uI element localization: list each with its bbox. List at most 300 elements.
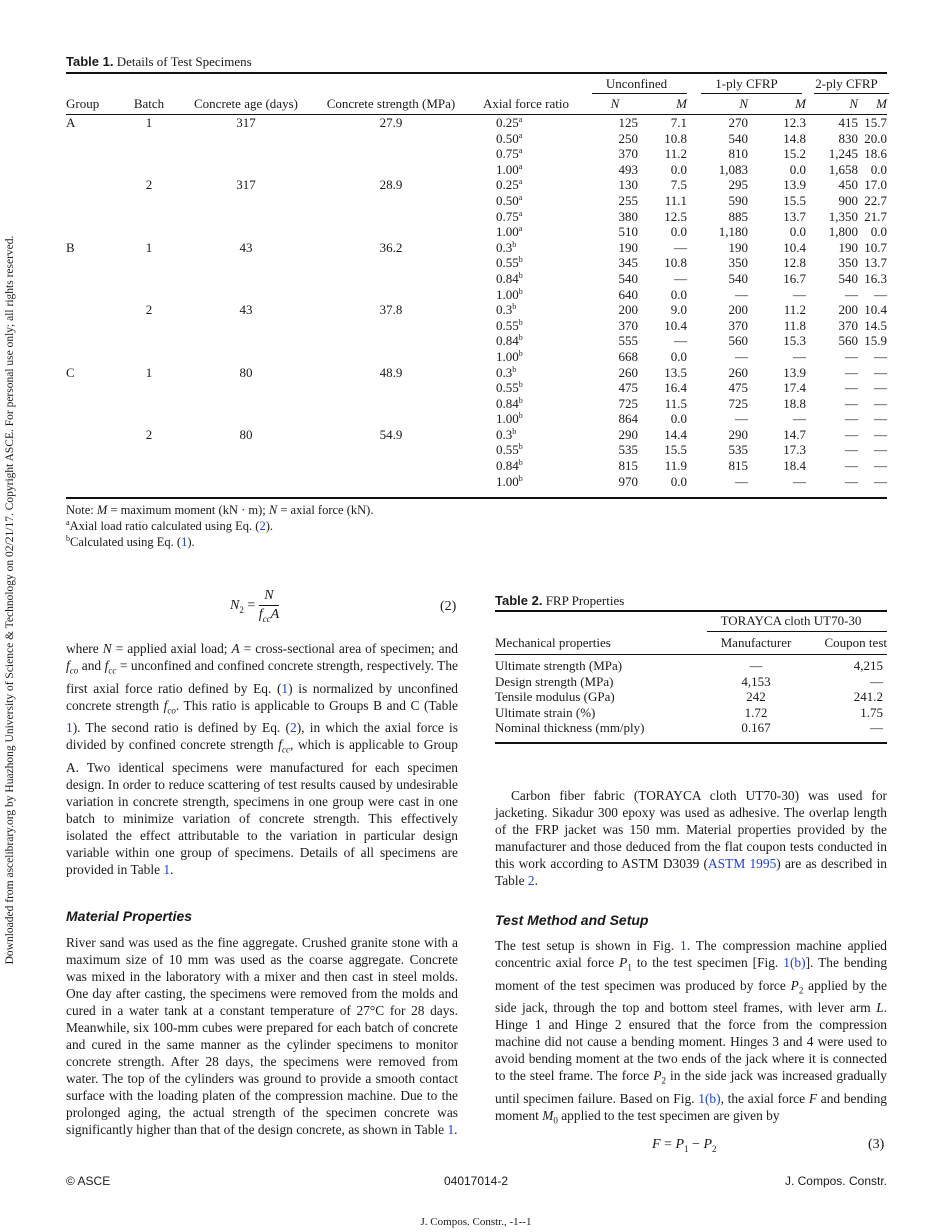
cell-coupon: 1.75 <box>860 704 883 720</box>
cell-age <box>176 224 316 240</box>
cell-unconfined-n: 540 <box>618 270 638 286</box>
cell-2ply-n: 450 <box>838 177 858 193</box>
cell-2ply-m: 0.0 <box>870 224 887 240</box>
cell-age: 80 <box>239 426 253 442</box>
cell-batch <box>122 396 176 412</box>
cell-1ply-m: 15.5 <box>783 192 806 208</box>
col-unconfined-n: N <box>610 96 620 111</box>
cell-ratio: 0.75$^a$ <box>496 208 523 224</box>
cell-2ply-m: 15.7 <box>864 115 887 130</box>
equation-3: $F = P_1 - P_2$ <box>652 1137 717 1154</box>
table1-row <box>66 193 887 209</box>
cell-unconfined-m: 0.0 <box>670 348 687 364</box>
table2-column-header-row <box>495 632 887 655</box>
eq1-link[interactable]: 1 <box>181 535 188 549</box>
col-batch: Batch <box>133 96 165 111</box>
cell-age <box>176 271 316 287</box>
cell-unconfined-m: 12.5 <box>664 208 687 224</box>
cell-2ply-m: — <box>874 473 887 489</box>
cell-group <box>66 224 122 240</box>
cell-unconfined-n: 555 <box>618 333 638 349</box>
cell-manufacturer: 242 <box>746 689 766 705</box>
cell-group <box>66 333 122 349</box>
table1-row <box>66 365 887 381</box>
cell-group <box>66 318 122 334</box>
cell-2ply-m: — <box>874 364 887 380</box>
cell-2ply-m: — <box>874 458 887 474</box>
cell-strength: 37.8 <box>379 302 403 318</box>
col-manufacturer: Manufacturer <box>720 635 792 651</box>
cell-2ply-n: 1,245 <box>828 146 858 162</box>
cell-2ply-m: — <box>874 348 887 364</box>
cell-ratio: 0.3$^b$ <box>496 239 517 255</box>
table2-title: FRP Properties <box>545 593 625 608</box>
cell-strength: 28.9 <box>379 177 403 193</box>
cell-age <box>176 255 316 271</box>
cell-2ply-n: — <box>845 411 858 427</box>
cell-unconfined-n: 815 <box>618 458 638 474</box>
cell-1ply-m: 15.2 <box>783 146 806 162</box>
cell-group: B <box>66 239 75 255</box>
col-2ply-m: M <box>876 96 887 111</box>
table1-row <box>66 240 887 256</box>
table1-row <box>66 474 887 490</box>
cell-2ply-n: — <box>845 348 858 364</box>
table1-note: Note: M = maximum moment (kN · m); N = axial force (kN). <box>66 503 374 517</box>
cell-unconfined-n: 200 <box>618 302 638 318</box>
table2-bottom-rule <box>495 742 887 744</box>
cell-1ply-m: 13.9 <box>783 177 806 193</box>
cell-2ply-n: 350 <box>838 255 858 271</box>
cell-strength <box>316 318 466 334</box>
cell-1ply-m: 14.7 <box>783 426 806 442</box>
cell-unconfined-m: 0.0 <box>670 161 687 177</box>
cell-unconfined-m: 0.0 <box>670 286 687 302</box>
cell-group <box>66 474 122 490</box>
cell-unconfined-m: 11.9 <box>664 458 687 474</box>
cell-batch <box>122 474 176 490</box>
cell-2ply-n: 560 <box>838 333 858 349</box>
cell-ratio: 0.55$^b$ <box>496 317 523 333</box>
cell-1ply-n: 810 <box>728 146 748 162</box>
cell-1ply-n: 725 <box>728 395 748 411</box>
cell-strength <box>316 333 466 349</box>
cell-ratio: 0.84$^b$ <box>496 270 523 286</box>
table1-row <box>66 318 887 334</box>
cell-unconfined-m: 11.1 <box>664 192 687 208</box>
cell-unconfined-n: 190 <box>618 239 638 255</box>
cell-group <box>66 162 122 178</box>
col-coupon: Coupon test <box>824 635 887 651</box>
cell-group <box>66 427 122 443</box>
table1-row <box>66 458 887 474</box>
col-strength: Concrete strength (MPa) <box>326 96 456 111</box>
cell-strength <box>316 193 466 209</box>
cell-2ply-m: 18.6 <box>864 146 887 162</box>
cell-unconfined-n: 255 <box>618 192 638 208</box>
header-torayca: TORAYCA cloth UT70-30 <box>695 610 887 632</box>
cell-batch: 2 <box>145 426 153 442</box>
cell-batch <box>122 131 176 147</box>
cell-2ply-n: — <box>845 395 858 411</box>
cell-2ply-m: — <box>874 426 887 442</box>
cell-ratio: 1.00$^b$ <box>496 286 523 302</box>
cell-1ply-n: — <box>735 473 748 489</box>
cell-age: 317 <box>236 177 256 193</box>
cell-1ply-m: 12.8 <box>783 255 806 271</box>
cell-ratio: 0.84$^b$ <box>496 395 523 411</box>
left-paragraph-1: where N = applied axial load; A = cross-sectional area of specimen; and $f_{co}$ and $f_{cc}$ = unconfined and confined concrete strength, respectively. The first axial force ratio defined by Eq. (1) is normalized by unconfined concrete strength $f_{co}$. This ratio is applicable to Groups B and C (Table 1). The second ratio is defined by Eq. (2), in which the axial force is divided by confined concrete strength $f_{cc}$, which is applicable to Group A. Two identical specimens were manufactured for each specimen design. In order to reduce scattering of test results caused by undesirable variation in concrete strength, specimens in one group were cast in one batch to minimize variation of concrete strength. This effectively isolated the effect attributable to the variation in particular design variable within one group of specimens. Details of all specimens are provided in Table 1. <box>66 641 458 878</box>
cell-group <box>66 271 122 287</box>
cell-1ply-m: 11.2 <box>783 302 806 318</box>
cell-strength <box>316 287 466 303</box>
cell-1ply-n: 1,180 <box>718 224 748 240</box>
cell-batch <box>122 287 176 303</box>
cell-age <box>176 458 316 474</box>
cell-manufacturer: — <box>749 658 763 673</box>
cell-age <box>176 318 316 334</box>
cell-age <box>176 442 316 458</box>
cell-age <box>176 287 316 303</box>
col-unconfined-m: M <box>676 96 687 111</box>
reference-link[interactable]: 2 <box>527 873 535 888</box>
cell-1ply-m: 17.4 <box>783 380 806 396</box>
cell-1ply-n: 885 <box>728 208 748 224</box>
cell-ratio: 0.55$^b$ <box>496 442 523 458</box>
table1-footnote-b: $^b$Calculated using Eq. (1). <box>66 534 195 549</box>
table1-body <box>66 115 887 490</box>
table1-row <box>66 115 887 131</box>
cell-ratio: 0.84$^b$ <box>496 333 523 349</box>
cell-unconfined-m: 11.2 <box>664 146 687 162</box>
reference-link[interactable]: 1 <box>66 720 73 736</box>
table1-row <box>66 255 887 271</box>
cell-unconfined-n: 535 <box>618 442 638 458</box>
cell-1ply-n: 815 <box>728 458 748 474</box>
cell-strength: 27.9 <box>379 115 403 130</box>
cell-age <box>176 146 316 162</box>
cell-group: A <box>66 115 76 130</box>
cell-age: 43 <box>239 302 253 318</box>
cell-2ply-m: 17.0 <box>864 177 887 193</box>
test-method-heading: Test Method and Setup <box>495 912 649 928</box>
header-1ply: 1-ply CFRP <box>687 74 806 94</box>
cell-1ply-m: 10.4 <box>783 239 806 255</box>
cell-unconfined-m: 7.1 <box>670 115 687 130</box>
cell-2ply-n: 190 <box>838 239 858 255</box>
cell-2ply-n: 540 <box>838 270 858 286</box>
cell-2ply-n: 1,658 <box>828 161 858 177</box>
cell-2ply-n: 415 <box>838 115 858 130</box>
cell-age <box>176 162 316 178</box>
reference-link[interactable]: 1 <box>447 1122 455 1137</box>
cell-ratio: 0.50$^a$ <box>496 192 523 208</box>
cell-age <box>176 380 316 396</box>
table1-row <box>66 396 887 412</box>
cell-1ply-m: 0.0 <box>789 224 806 240</box>
cell-2ply-n: 200 <box>838 302 858 318</box>
cell-batch: 2 <box>145 177 153 193</box>
header-2ply: 2-ply CFRP <box>806 74 887 94</box>
cell-strength <box>316 458 466 474</box>
table1 <box>66 74 887 489</box>
cell-ratio: 0.3$^b$ <box>496 426 517 442</box>
cell-ratio: 0.84$^b$ <box>496 458 523 474</box>
cell-property: Ultimate strength (MPa) <box>495 658 623 673</box>
cell-1ply-n: 1,083 <box>718 161 748 177</box>
cell-age <box>176 333 316 349</box>
table1-row <box>66 146 887 162</box>
cell-unconfined-m: 14.4 <box>664 426 687 442</box>
reference-link[interactable]: 1 <box>680 938 687 953</box>
cell-unconfined-m: 16.4 <box>664 380 687 396</box>
cell-ratio: 0.50$^a$ <box>496 130 523 146</box>
cell-property: Nominal thickness (mm/ply) <box>495 720 645 736</box>
table1-row <box>66 302 887 318</box>
cell-1ply-m: 0.0 <box>789 161 806 177</box>
cell-ratio: 1.00$^a$ <box>496 161 523 177</box>
cell-unconfined-m: — <box>674 239 687 255</box>
cell-batch <box>122 255 176 271</box>
cell-2ply-m: — <box>874 380 887 396</box>
equation-2: $N_2$ = $\frac{N}{f_{cc}A}$ <box>230 588 280 624</box>
cell-age: 80 <box>239 364 253 380</box>
cell-age <box>176 209 316 225</box>
cell-1ply-m: — <box>793 473 806 489</box>
cell-unconfined-m: 7.5 <box>670 177 687 193</box>
table1-footnote-a: $^a$Axial load ratio calculated using Eq. (2). <box>66 518 273 533</box>
cell-1ply-n: 540 <box>728 270 748 286</box>
table1-row <box>66 427 887 443</box>
test-method-paragraph: The test setup is shown in Fig. 1. The compression machine applied concentric axial force $P_1$ to the test specimen [Fig. 1(b)]. The bending moment of the test specimen was produced by force $P_2$ applied by the side jack, through the top and bottom steel frames, with lever arm L. Hinge 1 and Hinge 2 ensured that the force from the compression machine did not cause a bending moment. Hinges 3 and 4 were used to avoid bending moment at the two ends of the jack where it is connected to the steel frame. The force $P_2$ in the side jack was increased gradually until specimen failure. Based on Fig. 1(b), the axial force F and bending moment $M_0$ applied to the test specimen are given by <box>495 938 888 1126</box>
cell-strength <box>316 380 466 396</box>
equation-3-number: (3) <box>868 1137 885 1152</box>
reference-link[interactable]: 1 <box>163 862 171 878</box>
cell-unconfined-n: 125 <box>618 115 638 130</box>
cell-age <box>176 474 316 490</box>
cell-1ply-n: — <box>735 411 748 427</box>
cell-unconfined-m: 15.5 <box>664 442 687 458</box>
cell-2ply-n: — <box>845 442 858 458</box>
cell-1ply-n: 370 <box>728 317 748 333</box>
cell-strength <box>316 255 466 271</box>
cell-strength <box>316 442 466 458</box>
cell-1ply-m: 18.4 <box>783 458 806 474</box>
cell-group <box>66 177 122 193</box>
cell-2ply-m: — <box>874 286 887 302</box>
cell-group <box>66 349 122 365</box>
table2-row <box>495 705 887 721</box>
cell-2ply-n: — <box>845 286 858 302</box>
cell-ratio: 0.25$^a$ <box>496 177 523 193</box>
cell-manufacturer: 1.72 <box>744 704 768 720</box>
cell-coupon: — <box>870 673 883 689</box>
table1-row <box>66 442 887 458</box>
cell-2ply-n: — <box>845 426 858 442</box>
cell-ratio: 1.00$^b$ <box>496 348 523 364</box>
table1-row <box>66 333 887 349</box>
cell-unconfined-n: 250 <box>618 130 638 146</box>
cell-1ply-m: 18.8 <box>783 395 806 411</box>
cell-strength <box>316 349 466 365</box>
cell-1ply-n: 290 <box>728 426 748 442</box>
cell-property: Tensile modulus (GPa) <box>495 689 615 705</box>
cell-2ply-n: 1,800 <box>828 224 858 240</box>
cell-ratio: 0.75$^a$ <box>496 146 523 162</box>
cell-ratio: 0.25$^a$ <box>496 115 523 130</box>
cell-group <box>66 193 122 209</box>
cell-strength <box>316 396 466 412</box>
cell-unconfined-n: 370 <box>618 317 638 333</box>
cell-property: Design strength (MPa) <box>495 673 614 689</box>
cell-unconfined-m: — <box>674 270 687 286</box>
cell-batch <box>122 162 176 178</box>
cell-unconfined-n: 864 <box>618 411 638 427</box>
cell-1ply-n: 590 <box>728 192 748 208</box>
table1-row <box>66 411 887 427</box>
cell-unconfined-m: 0.0 <box>670 473 687 489</box>
cell-1ply-n: 190 <box>728 239 748 255</box>
cell-group <box>66 380 122 396</box>
cell-strength <box>316 131 466 147</box>
cell-group <box>66 131 122 147</box>
equation-2-number: (2) <box>440 599 457 614</box>
cell-unconfined-m: 10.4 <box>664 317 687 333</box>
table1-caption <box>66 54 252 70</box>
cell-1ply-m: 14.8 <box>783 130 806 146</box>
cell-coupon: 4,215 <box>853 658 883 673</box>
cell-1ply-n: 270 <box>728 115 748 130</box>
cell-group <box>66 255 122 271</box>
cell-batch <box>122 411 176 427</box>
cell-2ply-n: — <box>845 458 858 474</box>
cell-2ply-m: — <box>874 442 887 458</box>
cell-unconfined-n: 475 <box>618 380 638 396</box>
cell-group: C <box>66 364 75 380</box>
cell-1ply-n: — <box>735 348 748 364</box>
material-properties-heading: Material Properties <box>66 908 193 924</box>
cell-2ply-m: 10.4 <box>864 302 887 318</box>
cell-group <box>66 209 122 225</box>
reference-link[interactable]: 1(b) <box>783 955 806 970</box>
cell-unconfined-n: 380 <box>618 208 638 224</box>
cell-batch: 1 <box>145 239 153 255</box>
cell-1ply-n: 295 <box>728 177 748 193</box>
header-unconfined: Unconfined <box>586 74 687 94</box>
cell-2ply-m: 15.9 <box>864 333 887 349</box>
cell-unconfined-n: 345 <box>618 255 638 271</box>
cell-1ply-m: — <box>793 411 806 427</box>
cell-2ply-m: 21.7 <box>864 208 887 224</box>
cell-2ply-n: — <box>845 473 858 489</box>
cell-unconfined-n: 725 <box>618 395 638 411</box>
col-group: Group <box>66 96 100 111</box>
cell-unconfined-m: 0.0 <box>670 411 687 427</box>
col-1ply-n: N <box>739 96 748 111</box>
cell-age <box>176 411 316 427</box>
table1-row <box>66 177 887 193</box>
cell-strength: 36.2 <box>379 239 403 255</box>
material-properties-paragraph: River sand was used as the fine aggregate. Crushed granite stone with a maximum size of 10 mm was used as the coarse aggregate. Concrete was mixed in the laboratory with a mixer and then cast in steel molds. One day after casting, the specimens were removed from the molds and cured in a water tank at a constant temperature of 27°C for 28 days. Meanwhile, six 100-mm cubes were prepared for each batch of concrete and cured in the same manner as the cylinder specimens to monitor concrete strength. After 28 days, the specimens were removed from water. The top of the cylinders was ground to provide a smooth contact surface with the loading platen of the compression machine. Due to the prolonged aging, the actual strength of the specimen concrete was significantly higher than that of the design concrete, as shown in Table 1. <box>66 935 458 1137</box>
cell-group <box>66 396 122 412</box>
cell-age: 317 <box>236 115 256 130</box>
cell-unconfined-m: — <box>674 333 687 349</box>
cell-1ply-n: 260 <box>728 364 748 380</box>
cell-unconfined-m: 10.8 <box>664 130 687 146</box>
cell-1ply-m: 12.3 <box>783 115 806 130</box>
table1-row <box>66 162 887 178</box>
cell-batch: 1 <box>145 115 153 130</box>
eq2-link[interactable]: 2 <box>259 519 266 533</box>
cell-batch: 1 <box>145 364 153 380</box>
cell-batch <box>122 193 176 209</box>
cell-batch <box>122 458 176 474</box>
cell-2ply-n: 900 <box>838 192 858 208</box>
reference-link[interactable]: 2 <box>290 720 297 736</box>
cell-manufacturer: 4,153 <box>741 673 771 689</box>
table1-bottom-rule <box>66 497 887 499</box>
reference-link[interactable]: 1 <box>281 680 289 696</box>
col-age: Concrete age (days) <box>194 96 298 111</box>
cell-1ply-n: 200 <box>728 302 748 318</box>
cell-strength: 48.9 <box>379 364 403 380</box>
table1-row <box>66 380 887 396</box>
table2-row <box>495 674 887 690</box>
cell-unconfined-n: 493 <box>618 161 638 177</box>
reference-link[interactable]: 1(b) <box>698 1091 721 1107</box>
cell-ratio: 0.55$^b$ <box>496 380 523 396</box>
cell-strength <box>316 146 466 162</box>
reference-link[interactable]: ASTM 1995 <box>708 856 777 871</box>
cell-1ply-m: 15.3 <box>783 333 806 349</box>
cell-2ply-m: 20.0 <box>864 130 887 146</box>
cell-2ply-m: 10.7 <box>864 239 887 255</box>
cell-strength: 54.9 <box>379 426 403 442</box>
table2-row <box>495 655 887 674</box>
cell-group <box>66 458 122 474</box>
cell-batch <box>122 333 176 349</box>
cell-batch <box>122 349 176 365</box>
cell-unconfined-n: 668 <box>618 348 638 364</box>
cell-2ply-m: 22.7 <box>864 192 887 208</box>
cell-unconfined-n: 510 <box>618 224 638 240</box>
cell-unconfined-m: 13.5 <box>664 364 687 380</box>
footer-article-number: 04017014-2 <box>443 1174 509 1188</box>
col-ratio: Axial force ratio <box>483 96 569 111</box>
cell-coupon: — <box>870 720 883 736</box>
footer-journal: J. Compos. Constr. <box>784 1174 887 1188</box>
cell-age <box>176 193 316 209</box>
footer-copyright: © ASCE <box>66 1174 111 1188</box>
right-paragraph-1: Carbon fiber fabric (TORAYCA cloth UT70-30) was used for jacketing. Sikadur 300 epoxy was used as adhesive. The overlap length of the FRP jacket was 150 mm. Material properties provided by the manufacturer and those deduced from the flat coupon tests conducted in this work according to ASTM D3039 (ASTM 1995) are as described in Table 2. <box>495 788 887 888</box>
cell-strength <box>316 474 466 490</box>
cell-unconfined-n: 260 <box>618 364 638 380</box>
cell-2ply-m: — <box>874 395 887 411</box>
cell-strength <box>316 411 466 427</box>
cell-1ply-n: 540 <box>728 130 748 146</box>
table1-row <box>66 349 887 365</box>
cell-strength <box>316 162 466 178</box>
table2-caption <box>495 593 624 609</box>
cell-group <box>66 146 122 162</box>
cell-group <box>66 411 122 427</box>
cell-ratio: 0.3$^b$ <box>496 364 517 380</box>
cell-ratio: 1.00$^b$ <box>496 473 523 489</box>
cell-2ply-n: 370 <box>838 317 858 333</box>
cell-age <box>176 349 316 365</box>
cell-1ply-m: 11.8 <box>783 317 806 333</box>
cell-1ply-m: — <box>793 286 806 302</box>
